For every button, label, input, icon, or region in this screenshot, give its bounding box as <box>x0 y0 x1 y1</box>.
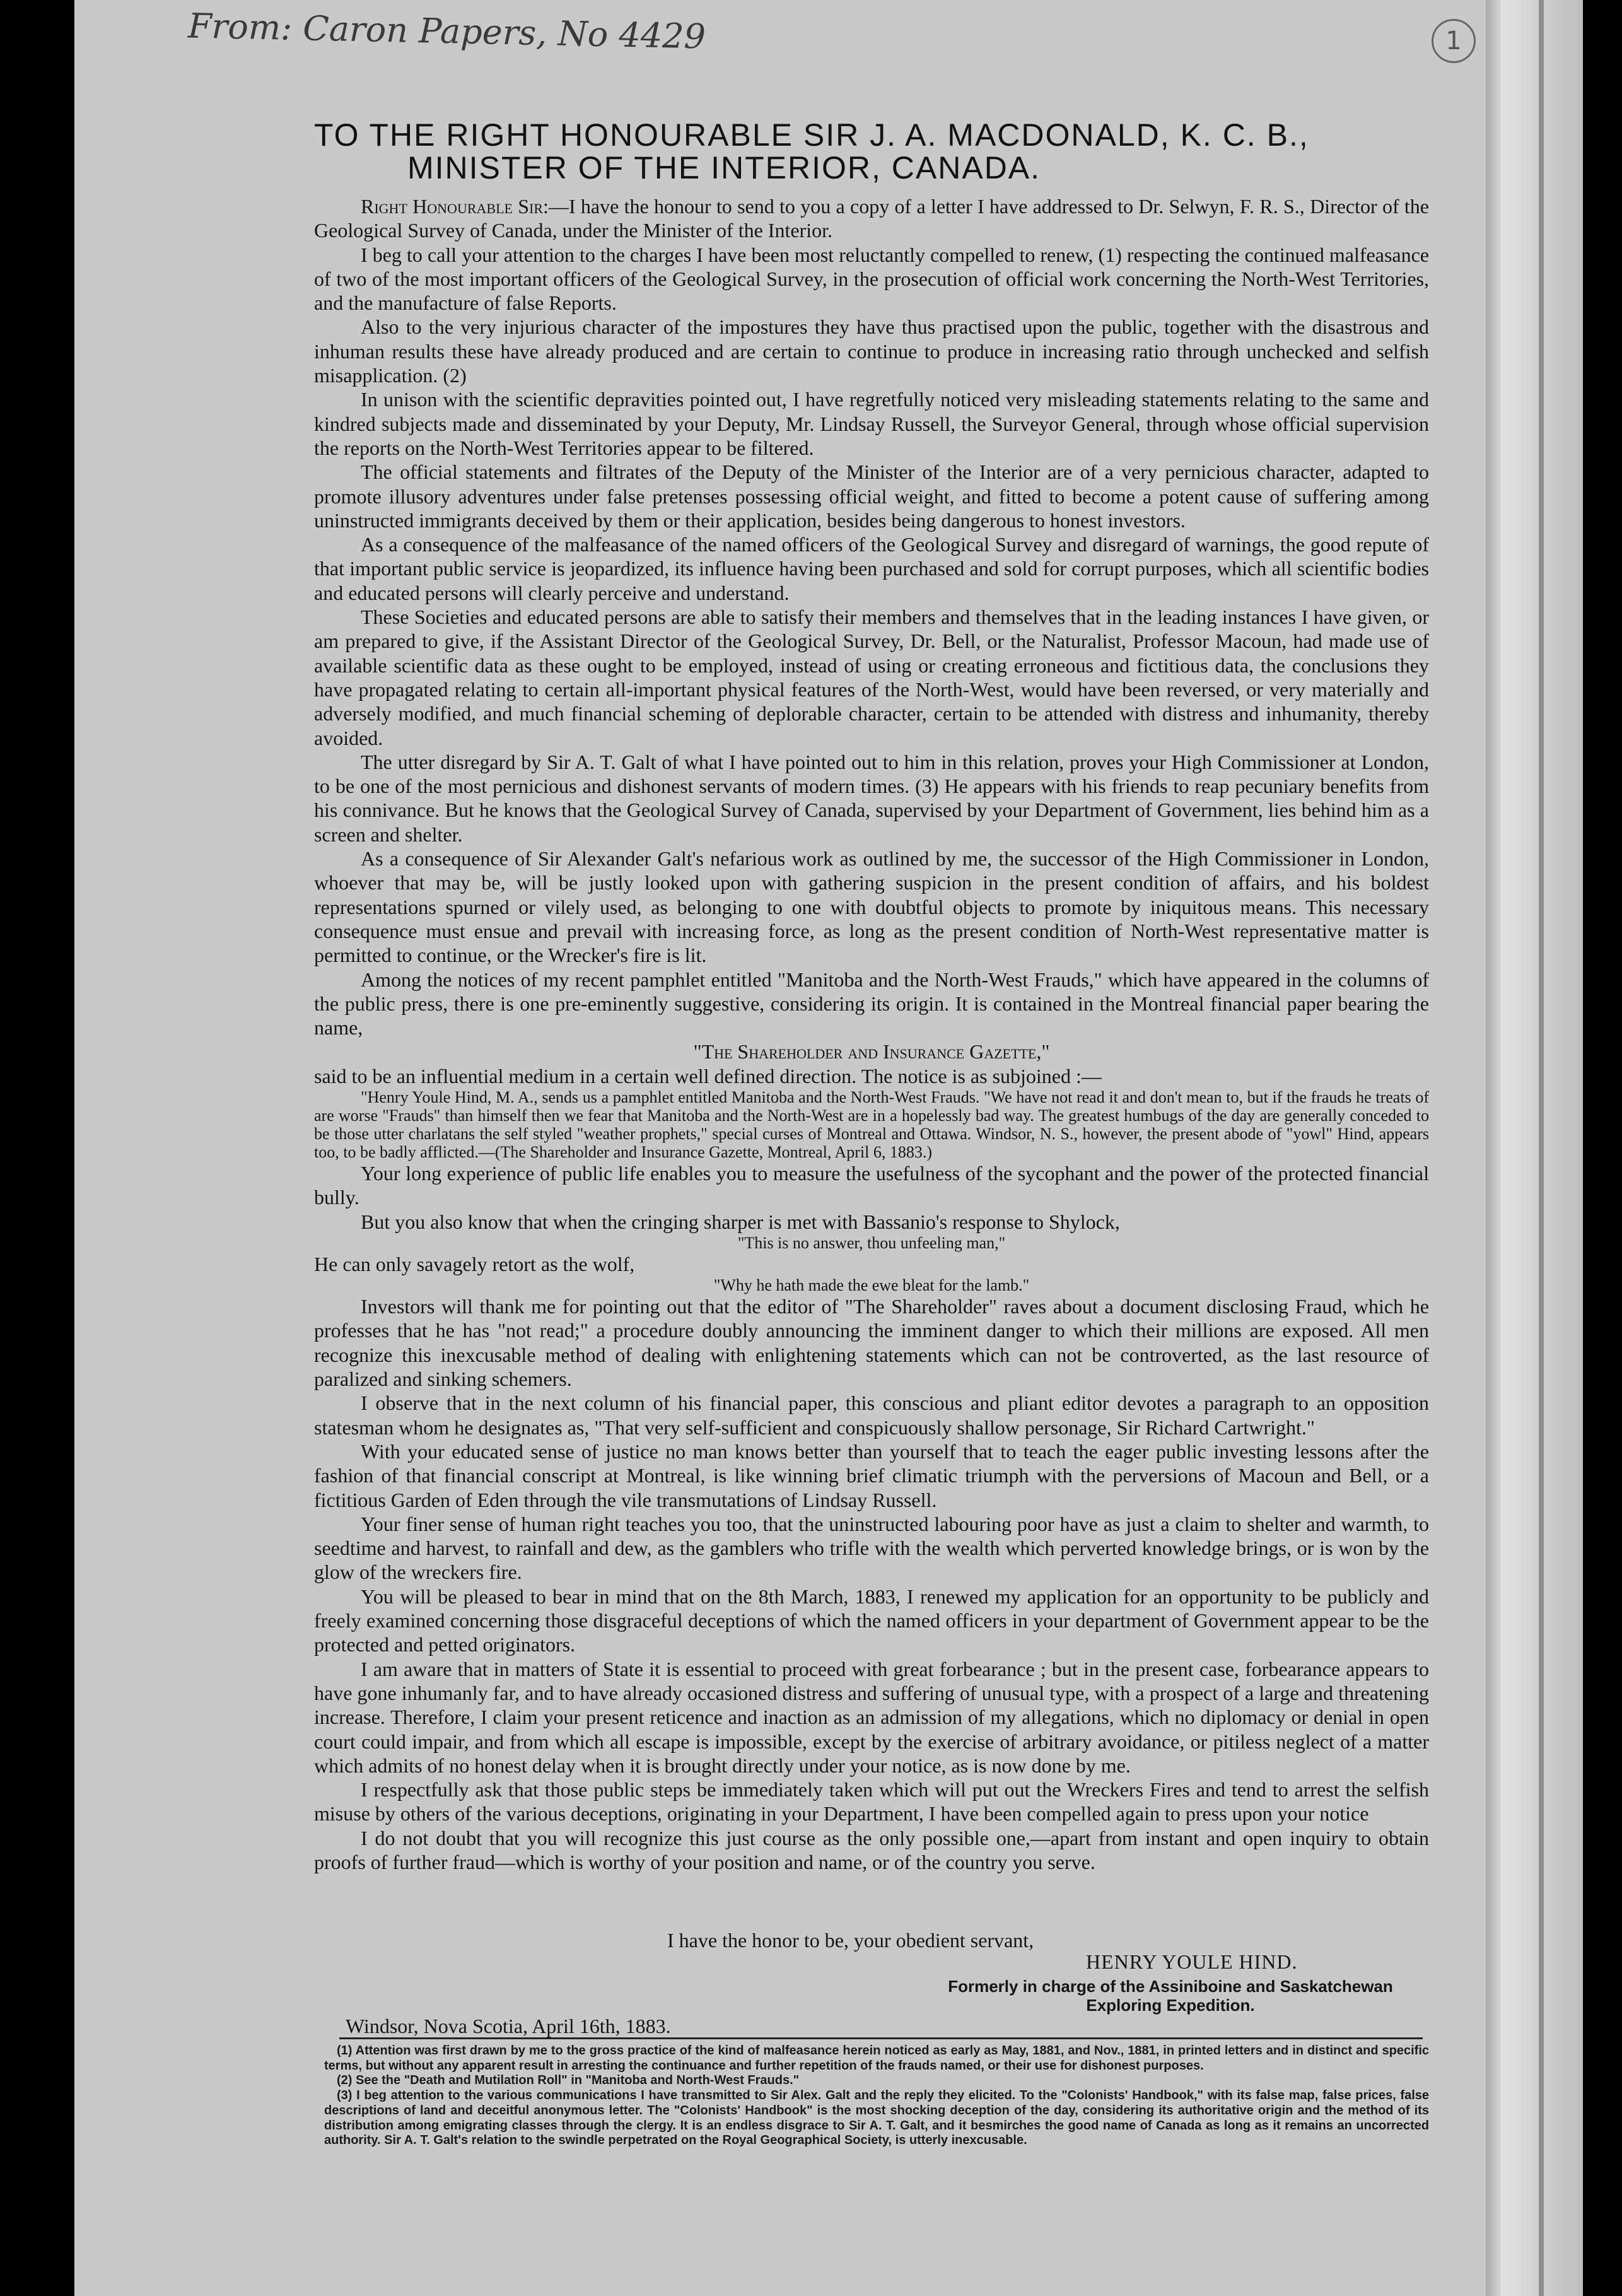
letter-paragraph: Among the notices of my recent pamphlet entitled "Manitoba and the North-West Frauds," which have appeared in the columns of the public press, there is one pre-eminently suggestive, considering its origin. It is contained in the Montreal financial paper bearing the name, <box>314 968 1429 1040</box>
bassanio-quote: "This is no answer, thou unfeeling man," <box>737 1233 1006 1252</box>
letter-paragraph: I observe that in the next column of his financial paper, this conscious and pliant editor devotes a paragraph to an opposition statesman whom he designates as, "That very self-sufficient and conspicuously shallow personage, Sir Richard Cartwright." <box>314 1391 1429 1439</box>
fold-edge <box>1539 0 1544 2296</box>
footnote: (2) See the "Death and Mutilation Roll" in "Manitoba and North-West Frauds." <box>337 2073 800 2088</box>
letter-paragraph: Your long experience of public life enables you to measure the usefulness of the sycophant and the power of the protected financial bully. <box>314 1161 1429 1209</box>
footnote-rule <box>339 2037 1423 2039</box>
heading-line-1: TO THE RIGHT HONOURABLE SIR J. A. MACDONALD, K. C. B., <box>314 117 1309 153</box>
letter-paragraph: Also to the very injurious character of the impostures they have thus practised upon the public, together with the disastrous and inhuman results these have already produced and are certain to continue to produce in increasing ratio through unchecked and selfish misapplication. (2) <box>314 315 1429 387</box>
letter-paragraph: These Societies and educated persons are able to satisfy their members and themselves that in the leading instances I have given, or am prepared to give, if the Assistant Director of the Geological Survey, Dr. Bell, or the Naturalist, Professor Macoun, had made use of available scientific data as these ought to be employed, instead of using or creating erroneous and fictitious data, the conclusions they have propagated relating to certain all-important physical features of the North-West, would have been reversed, or very materially and adversely modified, and much financial scheming of deplorable character, certain to be attended with distress and inhumanity, thereby avoided. <box>314 606 1429 749</box>
letter-paragraph: As a consequence of Sir Alexander Galt's nefarious work as outlined by me, the successor of the High Commissioner in London, whoever that may be, will be justly looked upon with gathering suspicion in the present condition of affairs, and his boldest representations spurned or vilely used, as belonging to one with doubtful objects to promote by iniquitous means. This necessary consequence must ensue and prevail with increasing force, as long as the present condition of North-West representative matter is permitted to continue, or the Wrecker's fire is lit. <box>314 847 1429 967</box>
letter-body <box>314 194 1429 1874</box>
letter-paragraph: As a consequence of the malfeasance of the named officers of the Geological Survey and disregard of warnings, the good repute of that important public service is jeopardized, its influence having been purchased and sold for corrupt purposes, which all scientific bodies and educated persons will clearly perceive and understand. <box>314 533 1429 604</box>
letter-paragraph: I do not doubt that you will recognize this just course as the only possible one,—apart from instant and open inquiry to obtain proofs of further fraud—which is worthy of your position and name, or of the country you serve. <box>314 1826 1429 1873</box>
signature-title: Formerly in charge of the Assiniboine and Saskatchewan Exploring Expedition. <box>948 1977 1393 2015</box>
gazette-quote: "Henry Youle Hind, M. A., sends us a pamphlet entitled Manitoba and the North-West Frauds. "We have not read it and don't mean to, but if the frauds he treats of are worse "Frauds" than himself then we fear that Manitoba and the North-West are in a hopelessly bad way. The greatest humbugs of the day are generally conceded to be those utter charlatans the self styled "weather prophets," special curses of Montreal and Ottawa. Windsor, N. S., however, the present abode of "yowl" Hind, appears too, to be badly afflicted.—(The Shareholder and Insurance Gazette, Montreal, April 6, 1883.) <box>314 1087 1429 1161</box>
gazette-title: "The Shareholder and Insurance Gazette," <box>693 1040 1050 1063</box>
salutation: Right Honourable Sir <box>361 195 544 218</box>
wolf-line: He can only savagely retort as the wolf, <box>314 1252 635 1275</box>
letter-paragraph: I am aware that in matters of State it is essential to proceed with great forbearance ; but in the present case, forbearance appears to have gone inhumanly far, and to have already occasioned distress and suffering of unusual type, with a prospect of a large and threatening increase. Therefore, I claim your present reticence and inaction as an admission of my allegations, which no diplomacy or denial in open court could impair, and from which all escape is impossible, except by the exercise of arbitrary avoidance, or pitiless neglect of a matter which admits of no honest delay when it is brought directly under your notice, as is now done by me. <box>314 1657 1429 1777</box>
footnote: (3) I beg attention to the various communications I have transmitted to Sir Alex. Galt and the reply they elicited. To the "Colonists' Handbook," with its false map, false prices, false descriptions of land and deceitful anonymous letter. The "Colonists' Handbook" is the most shocking deception of the day, considering its authoritative origin and the method of its distribution among emigrating classes through the clergy. It is an endless disgrace to Sir A. T. Galt, and it besmirches the good name of Canada as long as it remains an uncorrected authority. Sir A. T. Galt's relation to the swindle perpetrated on the Royal Geographical Society, is utterly inexcusable. <box>324 2088 1429 2148</box>
letter-paragraph: I beg to call your attention to the charges I have been most reluctantly compelled to renew, (1) respecting the continued malfeasance of two of the most important officers of the Geological Survey, in the prosecution of official work concerning the North-West Territories, and the manufacture of false Reports. <box>314 243 1429 315</box>
letter-paragraph: Investors will thank me for pointing out that the editor of "The Shareholder" raves about a document disclosing Fraud, which he professes that he has "not read;" a procedure doubly announcing the imminent danger to which their millions are exposed. All men recognize this inexcusable method of dealing with enlightening statements which can not be controverted, as the last resource of paralized and sinking schemers. <box>314 1295 1429 1391</box>
shylock-line: But you also know that when the cringing sharper is met with Bassanio's response to Shylock, <box>361 1210 1120 1233</box>
footnotes <box>324 2044 1429 2148</box>
page-fold <box>1501 0 1583 2296</box>
gazette-intro: said to be an influential medium in a certain well defined direction. The notice is as subjoined :— <box>314 1064 1102 1087</box>
footnote: (1) Attention was first drawn by me to the gross practice of the kind of malfeasance herein noticed as early as May, 1881, and Nov., 1881, in printed letters and in distinct and specific terms, but without any apparent result in arresting the continuance and further repetition of the frauds named, or their use for dishonest purposes. <box>324 2044 1429 2073</box>
letter-paragraph: The official statements and filtrates of the Deputy of the Minister of the Interior are of a very pernicious character, adapted to promote illusory adventures under false pretenses possessing official weight, and fitted to become a potent cause of suffering among uninstructed immigrants deceived by them or their application, besides being dangerous to honest investors. <box>314 460 1429 532</box>
letter-paragraph: You will be pleased to bear in mind that on the 8th March, 1883, I renewed my application for an opportunity to be publicly and freely examined concerning those disgraceful deceptions of which the named officers in your department of Government appear to be the protected and petted originators. <box>314 1584 1429 1656</box>
letter-paragraph: I respectfully ask that those public steps be immediately taken which will put out the Wreckers Fires and tend to arrest the selfish misuse by others of the various deceptions, originating in your Department, I have been compelled again to press upon your notice <box>314 1778 1429 1825</box>
wolf-quote: "Why he hath made the ewe bleat for the lamb." <box>713 1276 1030 1295</box>
dateline: Windsor, Nova Scotia, April 16th, 1883. <box>346 2015 671 2037</box>
heading-line-2: MINISTER OF THE INTERIOR, CANADA. <box>407 150 1041 185</box>
letter-paragraph: Right Honourable Sir:—I have the honour to send to you a copy of a letter I have addressed to Dr. Selwyn, F. R. S., Director of the Geological Survey of Canada, under the Minister of the Interior. <box>314 195 1430 242</box>
signature-name: HENRY YOULE HIND. <box>1086 1950 1298 1973</box>
letter-paragraph: The utter disregard by Sir A. T. Galt of what I have pointed out to him in this relation, proves your High Commissioner at London, to be one of the most pernicious and dishonest servants of modern times. (3) He appears with his friends to reap pecuniary benefits from his connivance. But he knows that the Geological Survey of Canada, supervised by your Department of Government, lies behind him as a screen and shelter. <box>314 750 1429 846</box>
document-heading <box>314 119 1449 184</box>
letter-paragraph: With your educated sense of justice no man knows better than yourself that to teach the eager public investing lessons after the fashion of that financial conscript at Montreal, is like winning brief climatic triumph with the perversions of Macoun and Bell, or a fictitious Garden of Eden through the vile transmutations of Lindsay Russell. <box>314 1439 1429 1511</box>
archive-note: From: Caron Papers, No 4429 <box>187 6 706 57</box>
letter-paragraph: Your finer sense of human right teaches you too, that the uninstructed labouring poor have as just a claim to shelter and warmth, to seedtime and harvest, to rainfall and dew, as the gamblers who trifle with the wealth which perverted knowledge brings, or is won by the glow of the wreckers fire. <box>314 1512 1429 1584</box>
letter-paragraph: In unison with the scientific depravities pointed out, I have regretfully noticed very misleading statements relating to the same and kindred subjects made and disseminated by your Deputy, Mr. Lindsay Russell, the Surveyor General, through whose official supervision the reports on the North-West Territories appear to be filtered. <box>314 388 1429 459</box>
page-number: 1 <box>1432 19 1476 63</box>
closing-line: I have the honor to be, your obedient servant, <box>667 1929 1034 1952</box>
